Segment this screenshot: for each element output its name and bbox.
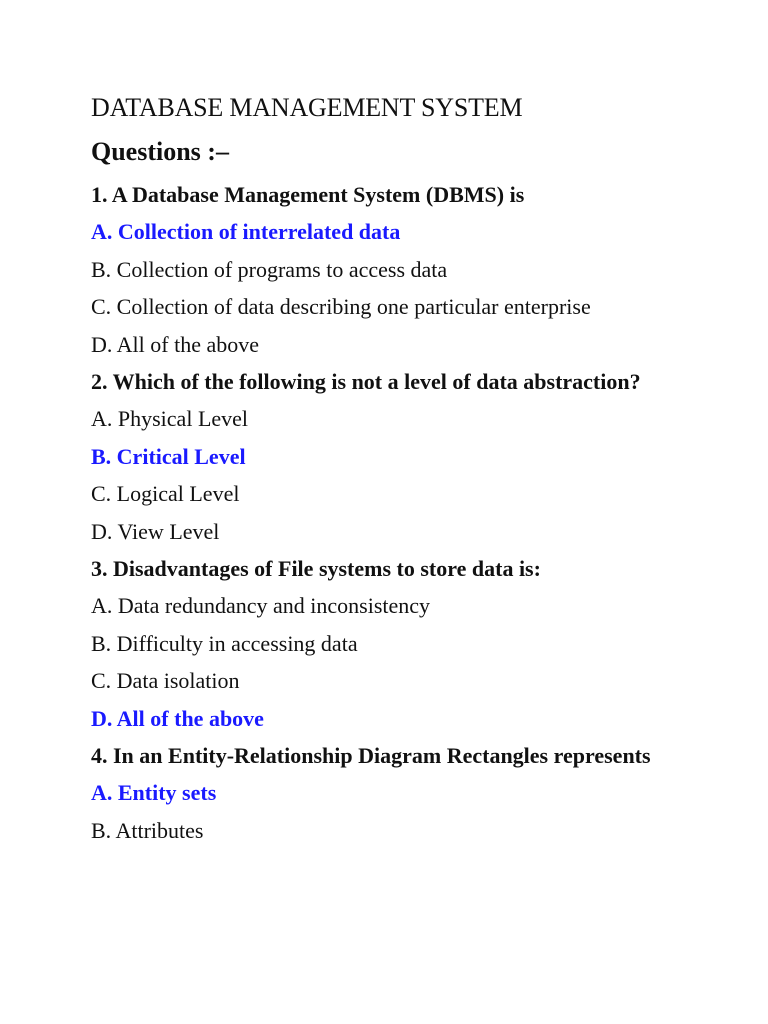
question-block	[91, 363, 728, 550]
answer-option: B. Attributes	[91, 817, 204, 843]
answer-option: C. Data isolation	[91, 668, 240, 693]
answer-option-correct: A. Collection of interrelated data	[91, 219, 401, 244]
answer-option: C. Collection of data describing one particular enterprise	[91, 294, 591, 319]
answer-option-correct: D. All of the above	[91, 705, 264, 731]
document-title: DATABASE MANAGEMENT SYSTEM	[91, 93, 523, 122]
answer-option: A. Data redundancy and inconsistency	[91, 593, 431, 618]
answer-option-correct: A. Entity sets	[91, 780, 217, 805]
question-block	[91, 737, 728, 849]
question-block	[91, 550, 728, 737]
answer-option-correct: B. Critical Level	[91, 443, 246, 469]
document-subtitle: Questions :–	[91, 137, 229, 166]
answer-option: D. All of the above	[91, 331, 260, 357]
answer-option: A. Physical Level	[91, 406, 249, 431]
question-block	[91, 176, 728, 363]
answer-option: D. View Level	[91, 518, 220, 544]
answer-option: C. Logical Level	[91, 481, 240, 506]
answer-option: B. Difficulty in accessing data	[91, 630, 358, 656]
question-text: 3. Disadvantages of File systems to store data is:	[91, 556, 541, 581]
question-text: 4. In an Entity-Relationship Diagram Rectangles represents	[91, 743, 651, 768]
question-text: 1. A Database Management System (DBMS) is	[91, 182, 525, 207]
question-text: 2. Which of the following is not a level of data abstraction?	[91, 369, 641, 394]
answer-option: B. Collection of programs to access data	[91, 256, 448, 282]
